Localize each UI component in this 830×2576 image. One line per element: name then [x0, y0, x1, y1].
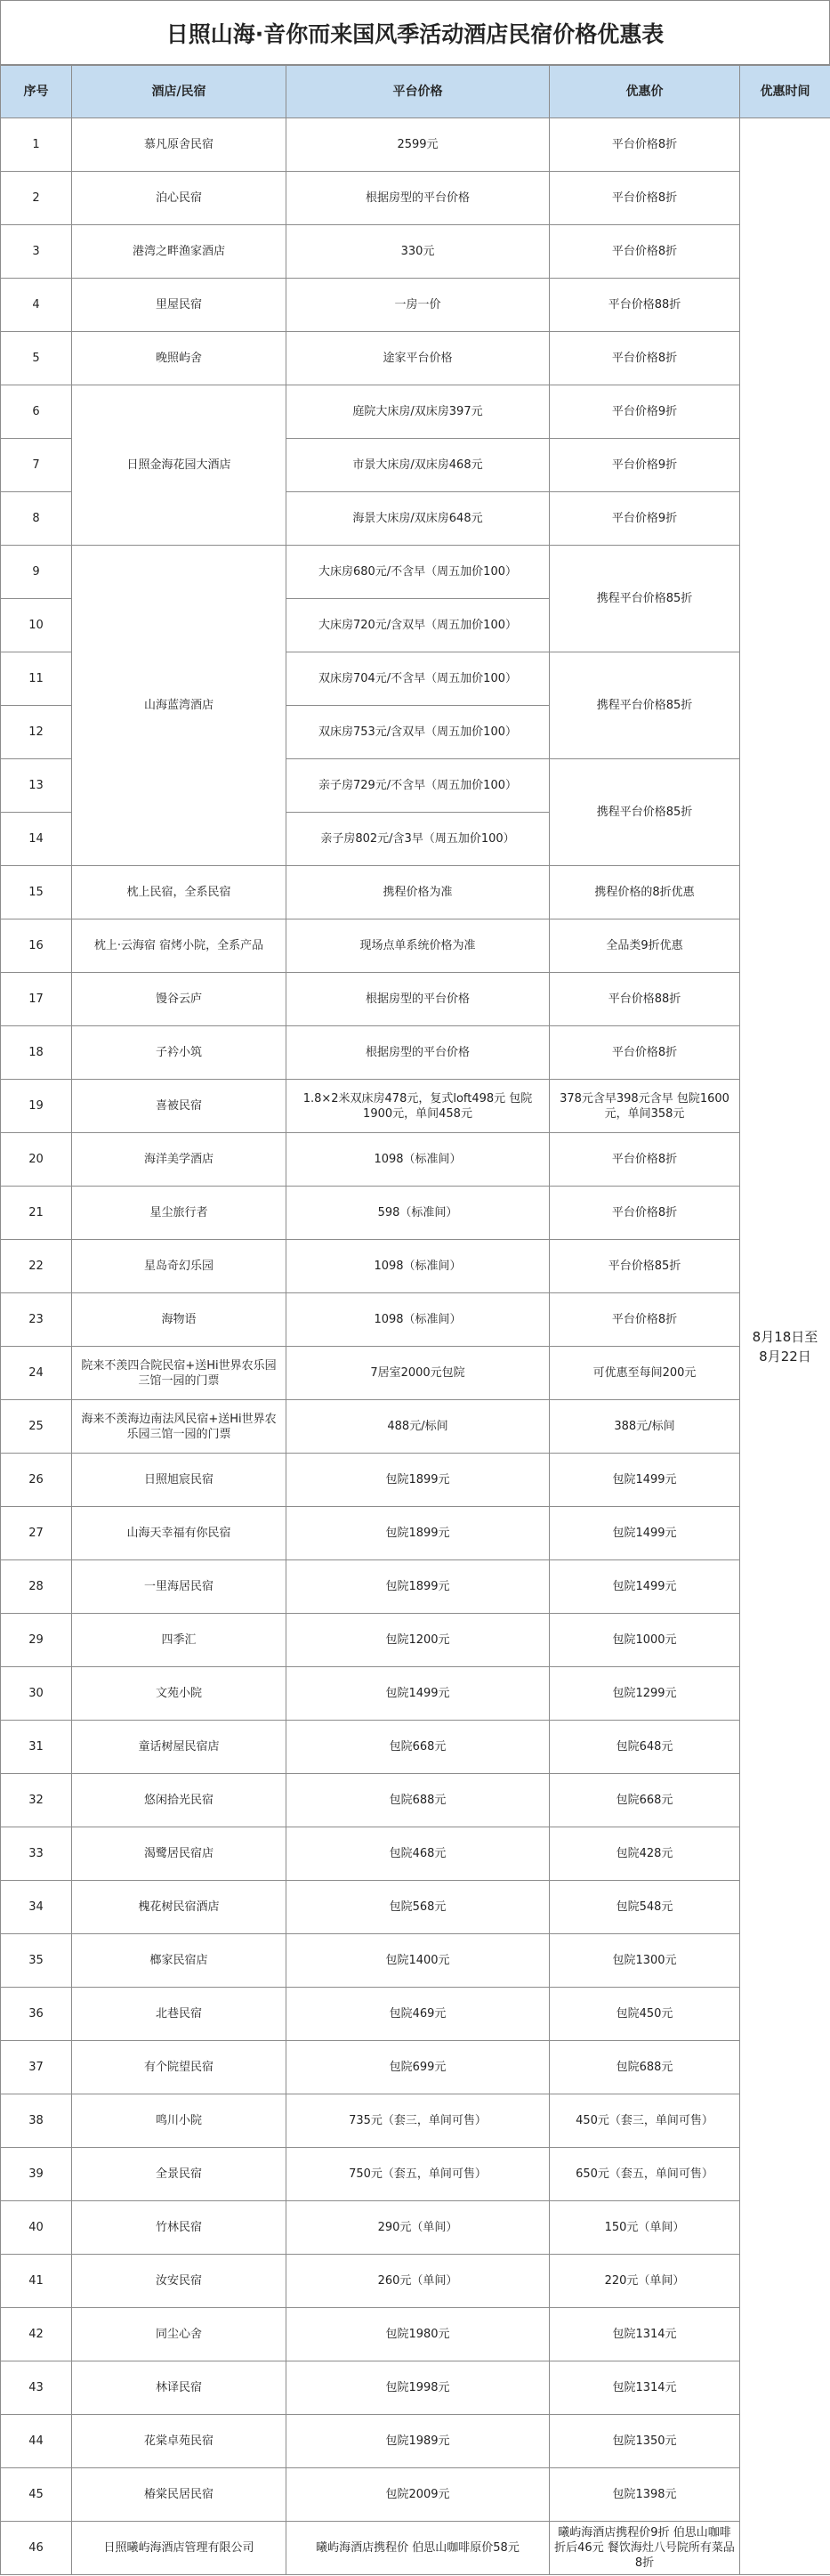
- cell-price: 包院568元: [286, 1881, 550, 1934]
- cell-hotel: 慕凡原舍民宿: [72, 118, 286, 172]
- table-row: [1, 2522, 830, 2575]
- table-row: [1, 2148, 830, 2201]
- table-body: [1, 118, 830, 2575]
- cell-hotel: 港湾之畔渔家酒店: [72, 225, 286, 279]
- table-row: [1, 866, 830, 919]
- table-row: [1, 1827, 830, 1881]
- cell-price: 包院699元: [286, 2041, 550, 2094]
- cell-hotel: 鸣川小院: [72, 2094, 286, 2148]
- cell-hotel: 海物语: [72, 1293, 286, 1347]
- cell-discount: 平台价格9折: [550, 385, 740, 439]
- cell-price: 亲子房802元/含3早（周五加价100）: [286, 813, 550, 866]
- cell-hotel: 海洋美学酒店: [72, 1133, 286, 1187]
- cell-period: [740, 118, 830, 2575]
- cell-hotel: 汝安民宿: [72, 2255, 286, 2308]
- cell-no: 17: [1, 973, 72, 1026]
- table-row: [1, 1454, 830, 1507]
- cell-discount: 平台价格8折: [550, 1133, 740, 1187]
- cell-hotel: 有个院望民宿: [72, 2041, 286, 2094]
- cell-no: 11: [1, 652, 72, 706]
- cell-discount: 平台价格88折: [550, 973, 740, 1026]
- cell-hotel: 童话树屋民宿店: [72, 1721, 286, 1774]
- cell-discount: 平台价格9折: [550, 439, 740, 492]
- cell-price: 包院1899元: [286, 1560, 550, 1614]
- cell-no: 25: [1, 1400, 72, 1454]
- cell-discount: 平台价格8折: [550, 1026, 740, 1080]
- cell-discount: 平台价格8折: [550, 172, 740, 225]
- table-row: [1, 1187, 830, 1240]
- table-row: [1, 1026, 830, 1080]
- cell-discount: 曦屿海酒店携程价9折 伯思山咖啡折后46元 餐饮海灶八号院所有菜品8折: [550, 2522, 740, 2575]
- table-row: [1, 1133, 830, 1187]
- cell-no: 10: [1, 599, 72, 652]
- cell-hotel: 花棠卓苑民宿: [72, 2415, 286, 2468]
- cell-price: 包院688元: [286, 1774, 550, 1827]
- cell-no: 38: [1, 2094, 72, 2148]
- cell-no: 27: [1, 1507, 72, 1560]
- cell-price: 290元（单间）: [286, 2201, 550, 2255]
- cell-discount: 包院1499元: [550, 1560, 740, 1614]
- table-row: [1, 1240, 830, 1293]
- cell-price: 1098（标准间）: [286, 1240, 550, 1293]
- table-row: [1, 1507, 830, 1560]
- table-row: [1, 1667, 830, 1721]
- cell-no: 15: [1, 866, 72, 919]
- cell-price: 735元（套三，单间可售）: [286, 2094, 550, 2148]
- cell-no: 14: [1, 813, 72, 866]
- cell-hotel: 四季汇: [72, 1614, 286, 1667]
- cell-price: 一房一价: [286, 279, 550, 332]
- cell-price: 598（标准间）: [286, 1187, 550, 1240]
- cell-price: 根据房型的平台价格: [286, 973, 550, 1026]
- cell-discount: 388元/标间: [550, 1400, 740, 1454]
- cell-discount: 包院1499元: [550, 1507, 740, 1560]
- cell-no: 45: [1, 2468, 72, 2522]
- cell-no: 34: [1, 1881, 72, 1934]
- table-row: [1, 172, 830, 225]
- table-row: [1, 973, 830, 1026]
- cell-discount: 包院1499元: [550, 1454, 740, 1507]
- cell-hotel: 悠闲拾光民宿: [72, 1774, 286, 1827]
- cell-price: 市景大床房/双床房468元: [286, 439, 550, 492]
- cell-no: 9: [1, 546, 72, 599]
- cell-hotel: 枕上·云海宿 宿烤小院，全系产品: [72, 919, 286, 973]
- cell-price: 1098（标准间）: [286, 1133, 550, 1187]
- cell-discount: 包院1299元: [550, 1667, 740, 1721]
- cell-no: 37: [1, 2041, 72, 2094]
- cell-hotel: 山海蓝湾酒店: [72, 546, 286, 866]
- cell-price: 包院1989元: [286, 2415, 550, 2468]
- cell-discount: 可优惠至每间200元: [550, 1347, 740, 1400]
- cell-hotel: 同尘心舍: [72, 2308, 286, 2361]
- cell-no: 35: [1, 1934, 72, 1988]
- cell-price: 双床房753元/含双早（周五加价100）: [286, 706, 550, 759]
- cell-no: 2: [1, 172, 72, 225]
- cell-no: 23: [1, 1293, 72, 1347]
- cell-no: 43: [1, 2361, 72, 2415]
- cell-no: 13: [1, 759, 72, 813]
- cell-hotel: 全景民宿: [72, 2148, 286, 2201]
- cell-hotel: 日照旭宸民宿: [72, 1454, 286, 1507]
- cell-hotel: 日照曦屿海酒店管理有限公司: [72, 2522, 286, 2575]
- cell-hotel: 竹林民宿: [72, 2201, 286, 2255]
- col-header-discount: 优惠价: [550, 66, 740, 118]
- cell-price: 包院1200元: [286, 1614, 550, 1667]
- table-row: [1, 1560, 830, 1614]
- cell-price: 庭院大床房/双床房397元: [286, 385, 550, 439]
- period-text: 8月18日至8月22日: [752, 1328, 818, 1365]
- cell-price: 包院2009元: [286, 2468, 550, 2522]
- cell-discount: 平台价格8折: [550, 332, 740, 385]
- cell-discount: 平台价格8折: [550, 1293, 740, 1347]
- cell-hotel: 星尘旅行者: [72, 1187, 286, 1240]
- cell-discount: 450元（套三，单间可售）: [550, 2094, 740, 2148]
- cell-hotel: 椿棠民居民宿: [72, 2468, 286, 2522]
- cell-price: 亲子房729元/不含早（周五加价100）: [286, 759, 550, 813]
- cell-no: 4: [1, 279, 72, 332]
- col-header-no: 序号: [1, 66, 72, 118]
- cell-price: 260元（单间）: [286, 2255, 550, 2308]
- cell-no: 6: [1, 385, 72, 439]
- cell-hotel: 晚照屿舍: [72, 332, 286, 385]
- cell-hotel: 里屋民宿: [72, 279, 286, 332]
- cell-no: 3: [1, 225, 72, 279]
- cell-price: 2599元: [286, 118, 550, 172]
- table-row: [1, 2361, 830, 2415]
- cell-no: 19: [1, 1080, 72, 1133]
- table-row: [1, 118, 830, 172]
- cell-hotel: 枕上民宿，全系民宿: [72, 866, 286, 919]
- table-row: [1, 2201, 830, 2255]
- cell-hotel: 北巷民宿: [72, 1988, 286, 2041]
- cell-price: 330元: [286, 225, 550, 279]
- cell-no: 36: [1, 1988, 72, 2041]
- table-row: [1, 1614, 830, 1667]
- table-row: [1, 1400, 830, 1454]
- cell-discount: 378元含早398元含早 包院1600元，单间358元: [550, 1080, 740, 1133]
- cell-no: 39: [1, 2148, 72, 2201]
- cell-hotel: 泊心民宿: [72, 172, 286, 225]
- table-row: [1, 2041, 830, 2094]
- table-row: [1, 2468, 830, 2522]
- cell-no: 21: [1, 1187, 72, 1240]
- cell-no: 40: [1, 2201, 72, 2255]
- cell-discount: 包院1000元: [550, 1614, 740, 1667]
- cell-price: 包院468元: [286, 1827, 550, 1881]
- cell-discount: 平台价格8折: [550, 1187, 740, 1240]
- cell-price: 根据房型的平台价格: [286, 1026, 550, 1080]
- cell-price: 包院1998元: [286, 2361, 550, 2415]
- cell-price: 根据房型的平台价格: [286, 172, 550, 225]
- cell-no: 18: [1, 1026, 72, 1080]
- cell-hotel: 馒谷云庐: [72, 973, 286, 1026]
- table-row: [1, 1988, 830, 2041]
- table-row: [1, 279, 830, 332]
- cell-price: 488元/标间: [286, 1400, 550, 1454]
- table-row: [1, 1881, 830, 1934]
- cell-price: 包院1899元: [286, 1507, 550, 1560]
- cell-hotel: 喜被民宿: [72, 1080, 286, 1133]
- cell-price: 包院668元: [286, 1721, 550, 1774]
- cell-hotel: 子衿小筑: [72, 1026, 286, 1080]
- table-row: [1, 1293, 830, 1347]
- col-header-hotel: 酒店/民宿: [72, 66, 286, 118]
- cell-no: 22: [1, 1240, 72, 1293]
- table-row: [1, 1080, 830, 1133]
- cell-price: 曦屿海酒店携程价 伯思山咖啡原价58元: [286, 2522, 550, 2575]
- cell-no: 33: [1, 1827, 72, 1881]
- cell-price: 大床房680元/不含早（周五加价100）: [286, 546, 550, 599]
- cell-no: 1: [1, 118, 72, 172]
- cell-discount: 包院1314元: [550, 2308, 740, 2361]
- cell-discount: 150元（单间）: [550, 2201, 740, 2255]
- cell-price: 双床房704元/不含早（周五加价100）: [286, 652, 550, 706]
- table-row: [1, 225, 830, 279]
- table-row: [1, 919, 830, 973]
- cell-no: 29: [1, 1614, 72, 1667]
- cell-no: 30: [1, 1667, 72, 1721]
- cell-discount: 携程平台价格85折: [550, 759, 740, 866]
- table-row: [1, 2415, 830, 2468]
- col-header-price: 平台价格: [286, 66, 550, 118]
- cell-hotel: 日照金海花园大酒店: [72, 385, 286, 546]
- cell-discount: 包院648元: [550, 1721, 740, 1774]
- cell-hotel: 一里海居民宿: [72, 1560, 286, 1614]
- cell-no: 32: [1, 1774, 72, 1827]
- cell-discount: 220元（单间）: [550, 2255, 740, 2308]
- cell-hotel: 院来不羡四合院民宿+送Hi世界农乐园三馆一园的门票: [72, 1347, 286, 1400]
- table-row: [1, 1934, 830, 1988]
- cell-discount: 包院428元: [550, 1827, 740, 1881]
- cell-no: 28: [1, 1560, 72, 1614]
- cell-no: 41: [1, 2255, 72, 2308]
- cell-no: 16: [1, 919, 72, 973]
- cell-hotel: 林译民宿: [72, 2361, 286, 2415]
- cell-discount: 包院1300元: [550, 1934, 740, 1988]
- table-row: [1, 1347, 830, 1400]
- cell-hotel: 槐花树民宿酒店: [72, 1881, 286, 1934]
- cell-discount: 平台价格8折: [550, 118, 740, 172]
- cell-hotel: 海来不羡海边南法风民宿+送Hi世界农乐园三馆一园的门票: [72, 1400, 286, 1454]
- col-header-period: 优惠时间: [740, 66, 830, 118]
- cell-no: 20: [1, 1133, 72, 1187]
- cell-discount: 携程价格的8折优惠: [550, 866, 740, 919]
- cell-discount: 包院450元: [550, 1988, 740, 2041]
- cell-no: 26: [1, 1454, 72, 1507]
- cell-price: 包院1980元: [286, 2308, 550, 2361]
- table-row: [1, 332, 830, 385]
- cell-discount: 平台价格88折: [550, 279, 740, 332]
- cell-hotel: 文苑小院: [72, 1667, 286, 1721]
- cell-no: 24: [1, 1347, 72, 1400]
- cell-price: 包院1400元: [286, 1934, 550, 1988]
- price-table: [0, 65, 830, 2575]
- cell-discount: 包院1314元: [550, 2361, 740, 2415]
- cell-price: 7居室2000元包院: [286, 1347, 550, 1400]
- cell-no: 12: [1, 706, 72, 759]
- sheet-title: 日照山海·音你而来国风季活动酒店民宿价格优惠表: [0, 0, 830, 65]
- cell-price: 大床房720元/含双早（周五加价100）: [286, 599, 550, 652]
- cell-discount: 包院668元: [550, 1774, 740, 1827]
- cell-discount: 全品类9折优惠: [550, 919, 740, 973]
- cell-discount: 包院688元: [550, 2041, 740, 2094]
- cell-discount: 650元（套五，单间可售）: [550, 2148, 740, 2201]
- header-row: [1, 66, 830, 118]
- cell-discount: 包院548元: [550, 1881, 740, 1934]
- cell-hotel: 星岛奇幻乐园: [72, 1240, 286, 1293]
- cell-price: 包院1899元: [286, 1454, 550, 1507]
- table-row: [1, 1721, 830, 1774]
- table-row: [1, 385, 830, 439]
- cell-price: 1.8×2米双床房478元，复式loft498元 包院1900元，单间458元: [286, 1080, 550, 1133]
- cell-hotel: 榔家民宿店: [72, 1934, 286, 1988]
- cell-no: 7: [1, 439, 72, 492]
- cell-price: 1098（标准间）: [286, 1293, 550, 1347]
- cell-price: 途家平台价格: [286, 332, 550, 385]
- cell-price: 海景大床房/双床房648元: [286, 492, 550, 546]
- cell-discount: 平台价格8折: [550, 225, 740, 279]
- cell-no: 5: [1, 332, 72, 385]
- cell-discount: 平台价格9折: [550, 492, 740, 546]
- cell-no: 44: [1, 2415, 72, 2468]
- cell-discount: 携程平台价格85折: [550, 546, 740, 652]
- cell-no: 42: [1, 2308, 72, 2361]
- table-row: [1, 2255, 830, 2308]
- table-row: [1, 1774, 830, 1827]
- cell-price: 现场点单系统价格为准: [286, 919, 550, 973]
- cell-no: 8: [1, 492, 72, 546]
- cell-hotel: 山海天幸福有你民宿: [72, 1507, 286, 1560]
- cell-hotel: 渴鹭居民宿店: [72, 1827, 286, 1881]
- cell-discount: 携程平台价格85折: [550, 652, 740, 759]
- cell-price: 750元（套五，单间可售）: [286, 2148, 550, 2201]
- cell-price: 包院1499元: [286, 1667, 550, 1721]
- table-row: [1, 2308, 830, 2361]
- cell-no: 31: [1, 1721, 72, 1774]
- cell-price: 包院469元: [286, 1988, 550, 2041]
- cell-discount: 平台价格85折: [550, 1240, 740, 1293]
- cell-discount: 包院1398元: [550, 2468, 740, 2522]
- table-row: [1, 2094, 830, 2148]
- cell-discount: 包院1350元: [550, 2415, 740, 2468]
- cell-no: 46: [1, 2522, 72, 2575]
- cell-price: 携程价格为准: [286, 866, 550, 919]
- table-row: [1, 546, 830, 599]
